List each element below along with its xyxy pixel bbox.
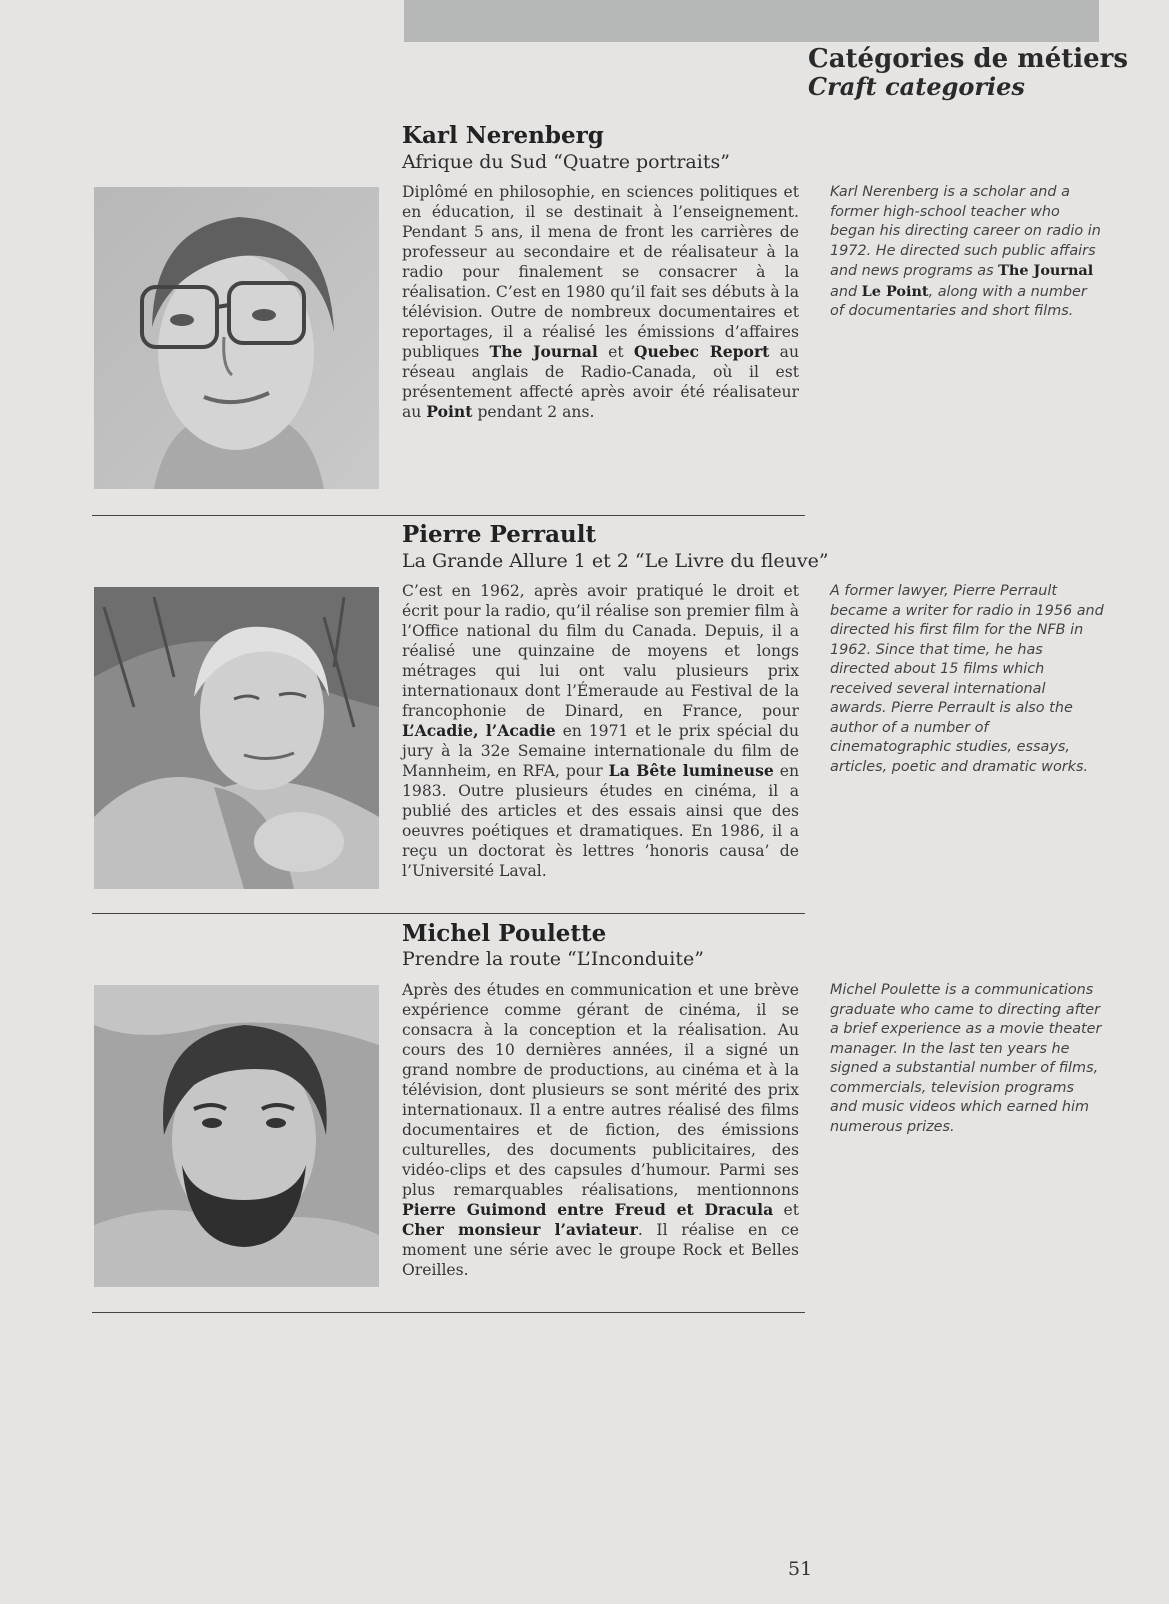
person-name: Pierre Perrault — [402, 521, 597, 548]
bio-french: C’est en 1962, après avoir pratiqué le droit et écrit pour la radio, qu’il réalise son premier film à l’Office national du film du Canada. Depuis, il a réalisé une quinzaine de moyens et longs métrages qui lui ont valu plusieurs prix internationaux dont l’Émeraude au Festival de la francophonie de Dinard, en France, pour L’Acadie, l’Acadie en 1971 et le prix spécial du jury à la 32e Semaine internationale du film de Mannheim, en RFA, pour La Bête lumineuse en 1983. Outre plusieurs études en cinéma, il a publié des articles et des essais ainsi que des oeuvres poétiques et dramatiques. En 1986, il a reçu un doctorat ès lettres ’honoris causa’ de l’Université Laval. — [402, 582, 799, 880]
person-name: Michel Poulette — [402, 920, 607, 947]
top-gray-bar — [404, 0, 1099, 42]
film-subtitle: La Grande Allure 1 et 2 “Le Livre du fleuve” — [402, 550, 829, 572]
portrait-photo — [94, 587, 379, 889]
person-name: Karl Nerenberg — [402, 122, 604, 149]
bio-french: Diplômé en philosophie, en sciences politiques et en éducation, il se destinait à l’enseignement. Pendant 5 ans, il mena de front les carrières de professeur au secondaire et de réalisateur à la radio pour finalement se consacrer à la réalisation. C’est en 1980 qu’il fait ses débuts à la télévision. Outre de nombreux documentaires et reportages, il a réalisé les émissions d’affaires publiques The Journal et Quebec Report au réseau anglais de Radio-Canada, où il est présentement affecté après avoir été réalisateur au Point pendant 2 ans. — [402, 183, 799, 421]
section-divider — [92, 913, 805, 914]
portrait-photo — [94, 985, 379, 1287]
bio-french: Après des études en communication et une brève expérience comme gérant de cinéma, il se consacra à la conception et la réalisation. Au cours des 10 dernières années, il a signé un grand nombre de productions, au cinéma et à la télévision, dont plusieurs se sont mérité des prix internationaux. Il a entre autres réalisé des films documentaires et de fiction, des émissions culturelles, des documents publicitaires, des vidéo-clips et des capsules d’humour. Parmi ses plus remarquables réalisations, mentionnons Pierre Guimond entre Freud et Dracula et Cher monsieur l’aviateur. Il réalise en ce moment une série avec le groupe Rock et Belles Oreilles. — [402, 981, 799, 1279]
section-title-fr: Catégories de métiers — [808, 44, 1129, 74]
bio-english: Karl Nerenberg is a scholar and a former high-school teacher who began his directing career on radio in 1972. He directed such public affairs and news programs as The Journal and Le Point, along with a number of documentaries and short films. — [830, 184, 1101, 319]
section-divider — [92, 515, 805, 516]
film-subtitle: Afrique du Sud “Quatre portraits” — [402, 151, 730, 173]
bio-english: A former lawyer, Pierre Perrault became a writer for radio in 1956 and directed his first film for the NFB in 1962. Since that time, he has directed about 15 films which received several international awards. Pierre Perrault is also the author of a number of cinematographic studies, essays, articles, poetic and dramatic works. — [830, 583, 1104, 775]
section-title-en: Craft categories — [808, 72, 1025, 101]
portrait-photo — [94, 187, 379, 489]
section-divider — [92, 1312, 805, 1313]
film-subtitle: Prendre la route “L’Inconduite” — [402, 948, 704, 970]
page-number: 51 — [788, 1558, 813, 1580]
bio-english: Michel Poulette is a communications graduate who came to directing after a brief experience as a movie theater manager. In the last ten years he signed a substantial number of films, commercials, television programs and music videos which earned him numerous prizes. — [830, 982, 1102, 1135]
